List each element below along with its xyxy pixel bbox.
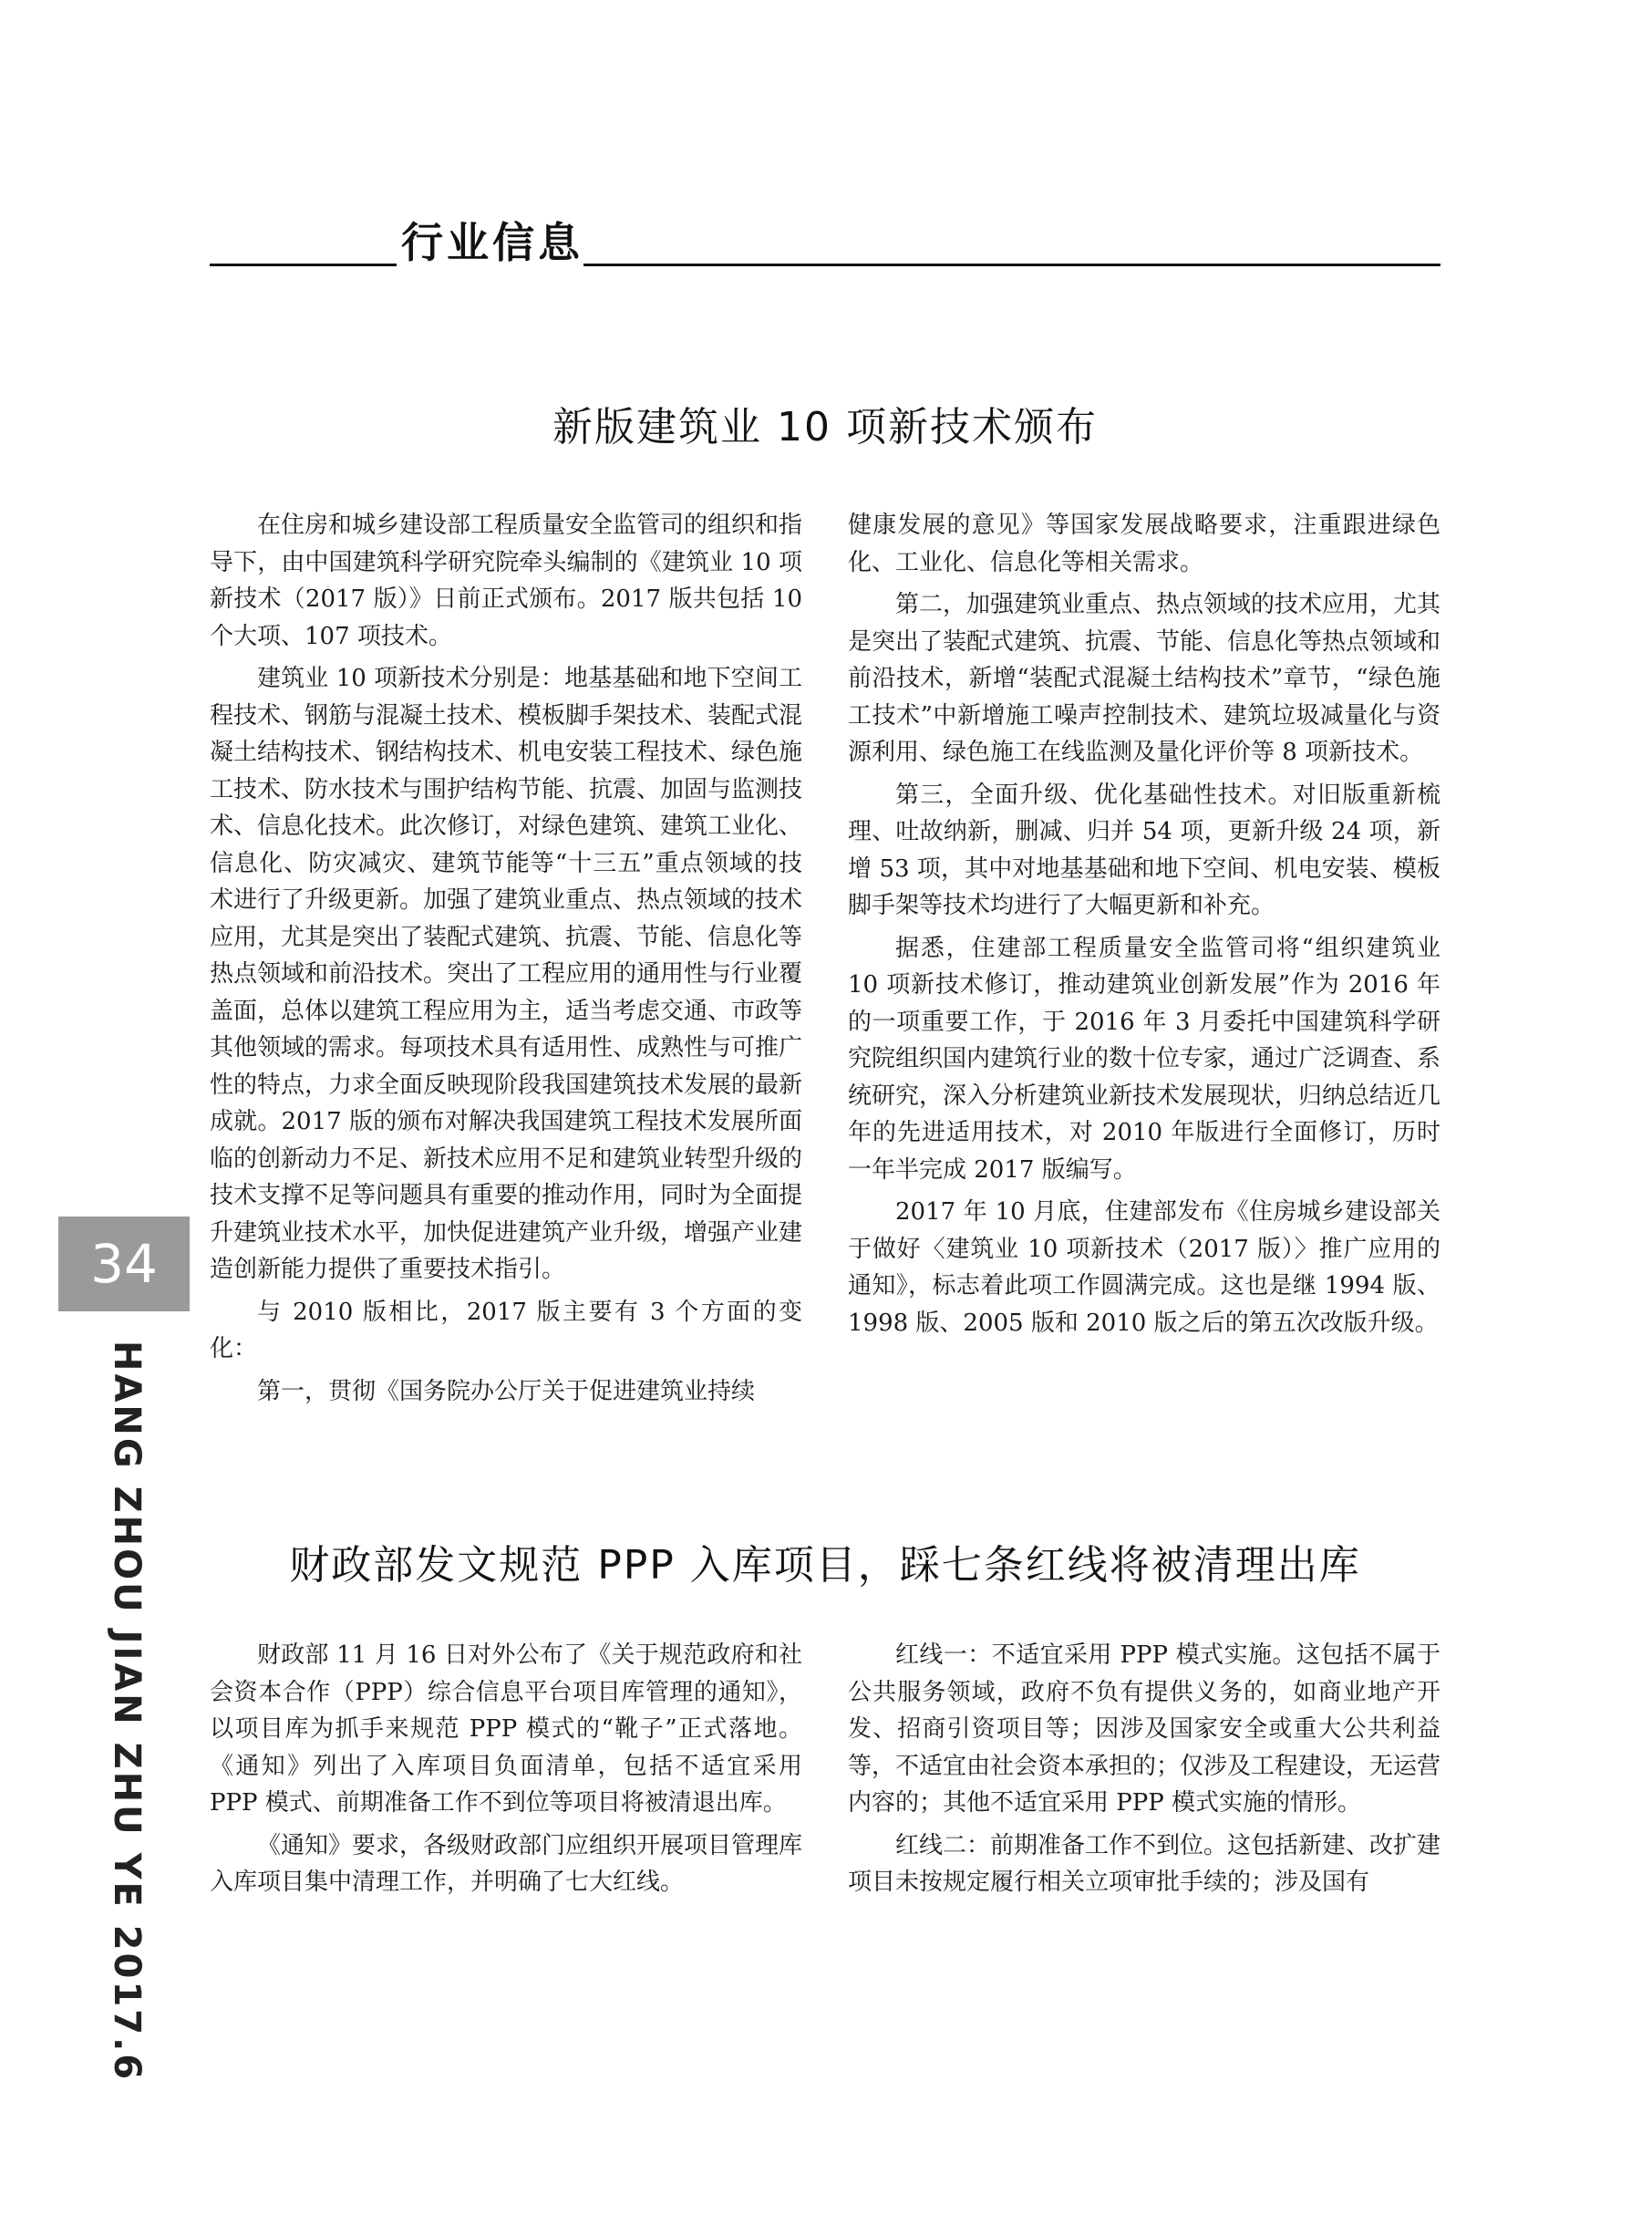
page-number-tab: 34 <box>58 1217 190 1311</box>
header-rule-left <box>210 264 397 266</box>
paragraph-continued: 健康发展的意见》等国家发展战略要求，注重跟进绿色化、工业化、信息化等相关需求。 <box>848 512 1440 576</box>
paragraph: 红线二：前期准备工作不到位。这包括新建、改扩建项目未按规定履行相关立项审批手续的；涉及国有 <box>848 1831 1441 1896</box>
paragraph: 2017 年 10 月底，住建部发布《住房城乡建设部关于做好〈建筑业 10 项新技术（2017 版）〉推广应用的通知》，标志着此项工作圆满完成。这也是继 1994 版、1998 版、2005 版和 2010 版之后的第五次改版升级。 <box>848 1198 1440 1337</box>
article2-column-left <box>210 1637 802 1907</box>
article1-body <box>210 507 1440 1415</box>
article2-body <box>210 1637 1440 1907</box>
paragraph: 第一，贯彻《国务院办公厅关于促进建筑业持续 <box>257 1377 756 1405</box>
paragraph: 红线一：不适宜采用 PPP 模式实施。这包括不属于公共服务领域，政府不负有提供义务的，如商业地产开发、招商引资项目等；因涉及国家安全或重大公共利益等，不适宜由社会资本承担的；仅涉及工程建设，无运营内容的；其他不适宜采用 PPP 模式实施的情形。 <box>848 1641 1441 1817</box>
magazine-vertical-label: HANG ZHOU JIAN ZHU YE 2017.6 <box>106 1341 148 2083</box>
paragraph: 据悉，住建部工程质量安全监管司将“组织建筑业 10 项新技术修订，推动建筑业创新发展”作为 2016 年的一项重要工作，于 2016 年 3 月委托中国建筑科学研究院组织国内建筑行业的数十位专家，通过广泛调查、系统研究，深入分析建筑业新技术发展现状，归纳总结近几年的先进适用技术，对 2010 年版进行全面修订，历时一年半完成 2017 版编写。 <box>848 934 1441 1184</box>
article1-column-left <box>210 507 802 1415</box>
article2-title: 财政部发文规范 PPP 入库项目，踩七条红线将被清理出库 <box>289 1542 1361 1589</box>
section-header <box>210 208 1440 272</box>
paragraph: 第二，加强建筑业重点、热点领域的技术应用，尤其是突出了装配式建筑、抗震、节能、信息化等热点领域和前沿技术，新增“装配式混凝土结构技术”章节，“绿色施工技术”中新增施工噪声控制技术、建筑垃圾减量化与资源利用、绿色施工在线监测及量化评价等 8 项新技术。 <box>848 591 1441 766</box>
paragraph: 《通知》要求，各级财政部门应组织开展项目管理库入库项目集中清理工作，并明确了七大红线。 <box>210 1831 803 1896</box>
paragraph: 财政部 11 月 16 日对外公布了《关于规范政府和社会资本合作（PPP）综合信息平台项目库管理的通知》，以项目库为抓手来规范 PPP 模式的“靴子”正式落地。《通知》列出了入库项目负面清单，包括不适宜采用 PPP 模式、前期准备工作不到位等项目将被清退出库。 <box>210 1641 802 1817</box>
paragraph: 在住房和城乡建设部工程质量安全监管司的组织和指导下，由中国建筑科学研究院牵头编制的《建筑业 10 项新技术（2017 版）》日前正式颁布。2017 版共包括 10 个大项、107 项技术。 <box>210 512 803 650</box>
article1-title: 新版建筑业 10 项新技术颁布 <box>552 404 1098 450</box>
paragraph: 与 2010 版相比，2017 版主要有 3 个方面的变化： <box>210 1298 802 1362</box>
article2-column-right <box>848 1637 1440 1907</box>
paragraph: 建筑业 10 项新技术分别是：地基基础和地下空间工程技术、钢筋与混凝土技术、模板脚手架技术、装配式混凝土结构技术、钢结构技术、机电安装工程技术、绿色施工技术、防水技术与围护结构节能、抗震、加固与监测技术、信息化技术。此次修订，对绿色建筑、建筑工业化、信息化、防灾减灾、建筑节能等“十三五”重点领域的技术进行了升级更新。加强了建筑业重点、热点领域的技术应用，尤其是突出了装配式建筑、抗震、节能、信息化等热点领域和前沿技术。突出了工程应用的通用性与行业覆盖面，总体以建筑工程应用为主，适当考虑交通、市政等其他领域的需求。每项技术具有适用性、成熟性与可推广性的特点，力求全面反映现阶段我国建筑技术发展的最新成就。2017 版的颁布对解决我国建筑工程技术发展所面临的创新动力不足、新技术应用不足和建筑业转型升级的技术支撑不足等问题具有重要的推动作用，同时为全面提升建筑业技术水平，加快促进建筑产业升级，增强产业建造创新能力提供了重要技术指引。 <box>210 665 803 1283</box>
paragraph: 第三，全面升级、优化基础性技术。对旧版重新梳理、吐故纳新，删减、归并 54 项，更新升级 24 项，新增 53 项，其中对地基基础和地下空间、机电安装、模板脚手架等技术均进行了大幅更新和补充。 <box>848 781 1440 919</box>
article1-column-right <box>848 507 1440 1415</box>
header-rule-right <box>583 264 1440 266</box>
section-label: 行业信息 <box>401 218 583 267</box>
